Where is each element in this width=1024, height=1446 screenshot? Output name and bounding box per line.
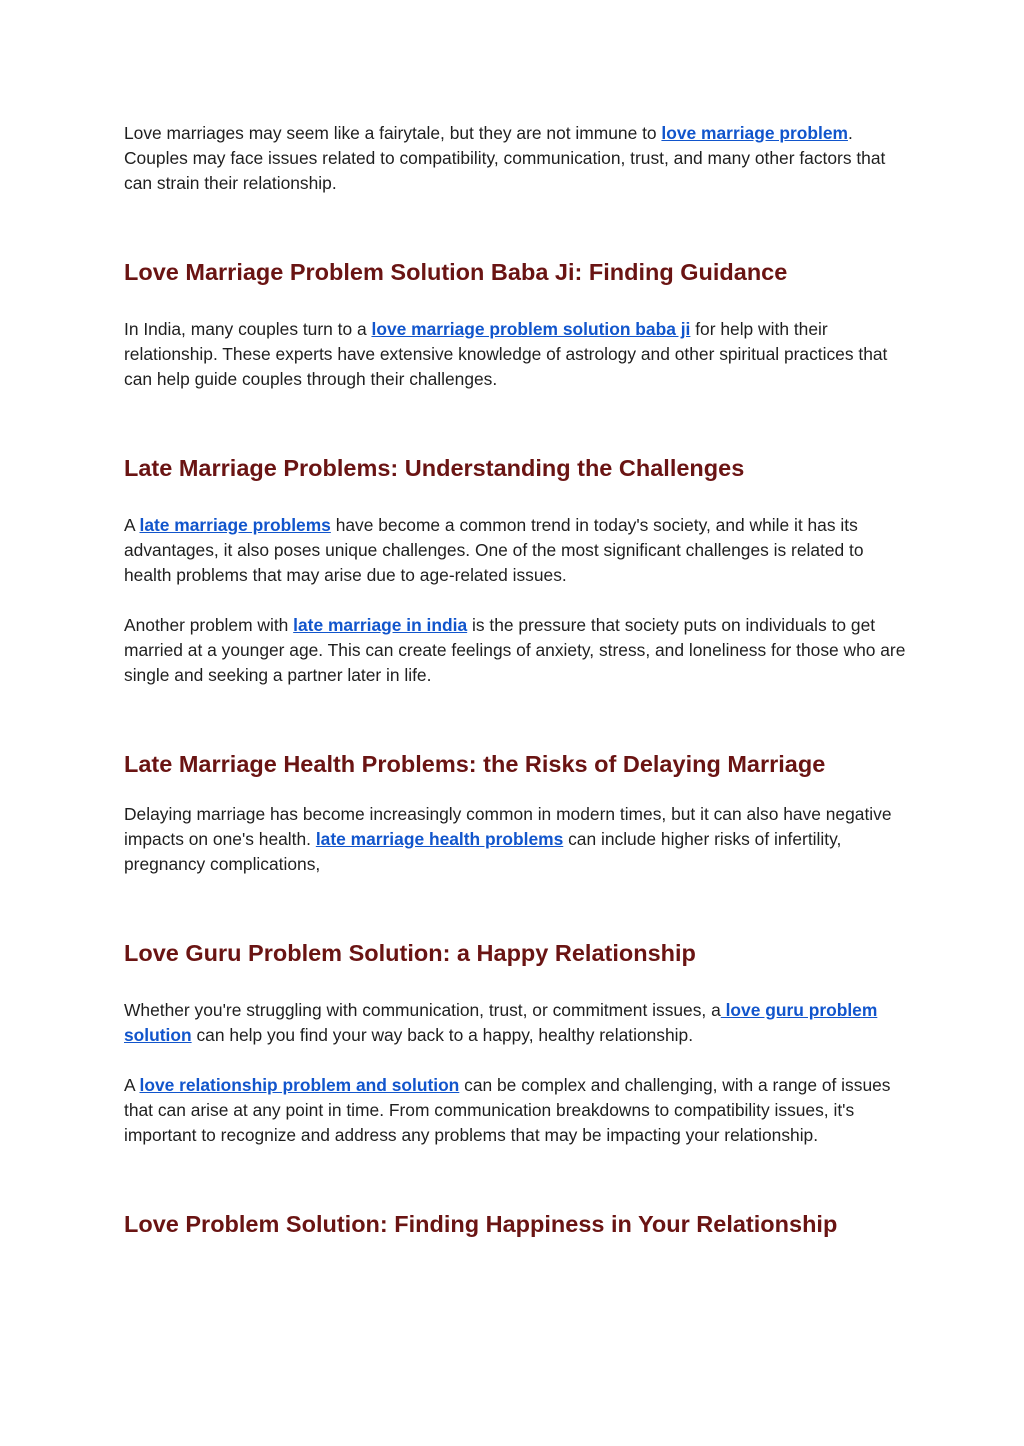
paragraph-late-marriage-india: Another problem with late marriage in india is the pressure that society puts on individuals to get married at a younger age. This can create feelings of anxiety, stress, and loneliness for those who are single and seeking a partner later in life.: [124, 615, 906, 685]
late-marriage-health-link[interactable]: late marriage health problems: [315, 829, 564, 849]
baba-ji-link[interactable]: love marriage problem solution baba ji: [371, 319, 691, 339]
intro-paragraph: Love marriages may seem like a fairytale, but they are not immune to love marriage problem. Couples may face issues related to compatibility, communication, trust, and many other factors that can strain their relationship.: [124, 123, 886, 193]
heading-late-marriage-problems: Late Marriage Problems: Understanding the Challenges: [124, 455, 745, 481]
love-marriage-problem-link[interactable]: love marriage problem: [661, 123, 848, 143]
paragraph-late-marriage-problems: A late marriage problems have become a common trend in today's society, and while it has its advantages, it also poses unique challenges. One of the most significant challenges is related to health problems that may arise due to age-related issues.: [124, 515, 864, 585]
love-relationship-link[interactable]: love relationship problem and solution: [139, 1075, 460, 1095]
late-marriage-problems-link[interactable]: late marriage problems: [139, 515, 331, 535]
heading-late-marriage-health: Late Marriage Health Problems: the Risks of Delaying Marriage: [124, 751, 826, 777]
paragraph-late-marriage-health: Delaying marriage has become increasingly common in modern times, but it can also have negative impacts on one's health. late marriage health problems can include higher risks of infertility, pregnancy complications,: [124, 804, 892, 874]
heading-love-guru: Love Guru Problem Solution: a Happy Relationship: [124, 940, 696, 966]
paragraph-love-guru: Whether you're struggling with communication, trust, or commitment issues, a love guru problem solution can help you find your way back to a happy, healthy relationship.: [124, 1000, 878, 1045]
heading-love-problem-solution: Love Problem Solution: Finding Happiness in Your Relationship: [124, 1211, 838, 1237]
heading-baba-ji: Love Marriage Problem Solution Baba Ji: Finding Guidance: [124, 259, 788, 285]
late-marriage-india-link[interactable]: late marriage in india: [293, 615, 468, 635]
love-guru-link[interactable]: love guru problem solution: [124, 1000, 878, 1045]
paragraph-love-relationship: A love relationship problem and solution can be complex and challenging, with a range of issues that can arise at any point in time. From communication breakdowns to compatibility issues, it's important to recognize and address any problems that may be impacting your relationship.: [124, 1075, 891, 1145]
paragraph-baba-ji: In India, many couples turn to a love marriage problem solution baba ji for help with their relationship. These experts have extensive knowledge of astrology and other spiritual practices that can help guide couples through their challenges.: [124, 319, 888, 389]
document-page: [124, 121, 914, 1239]
